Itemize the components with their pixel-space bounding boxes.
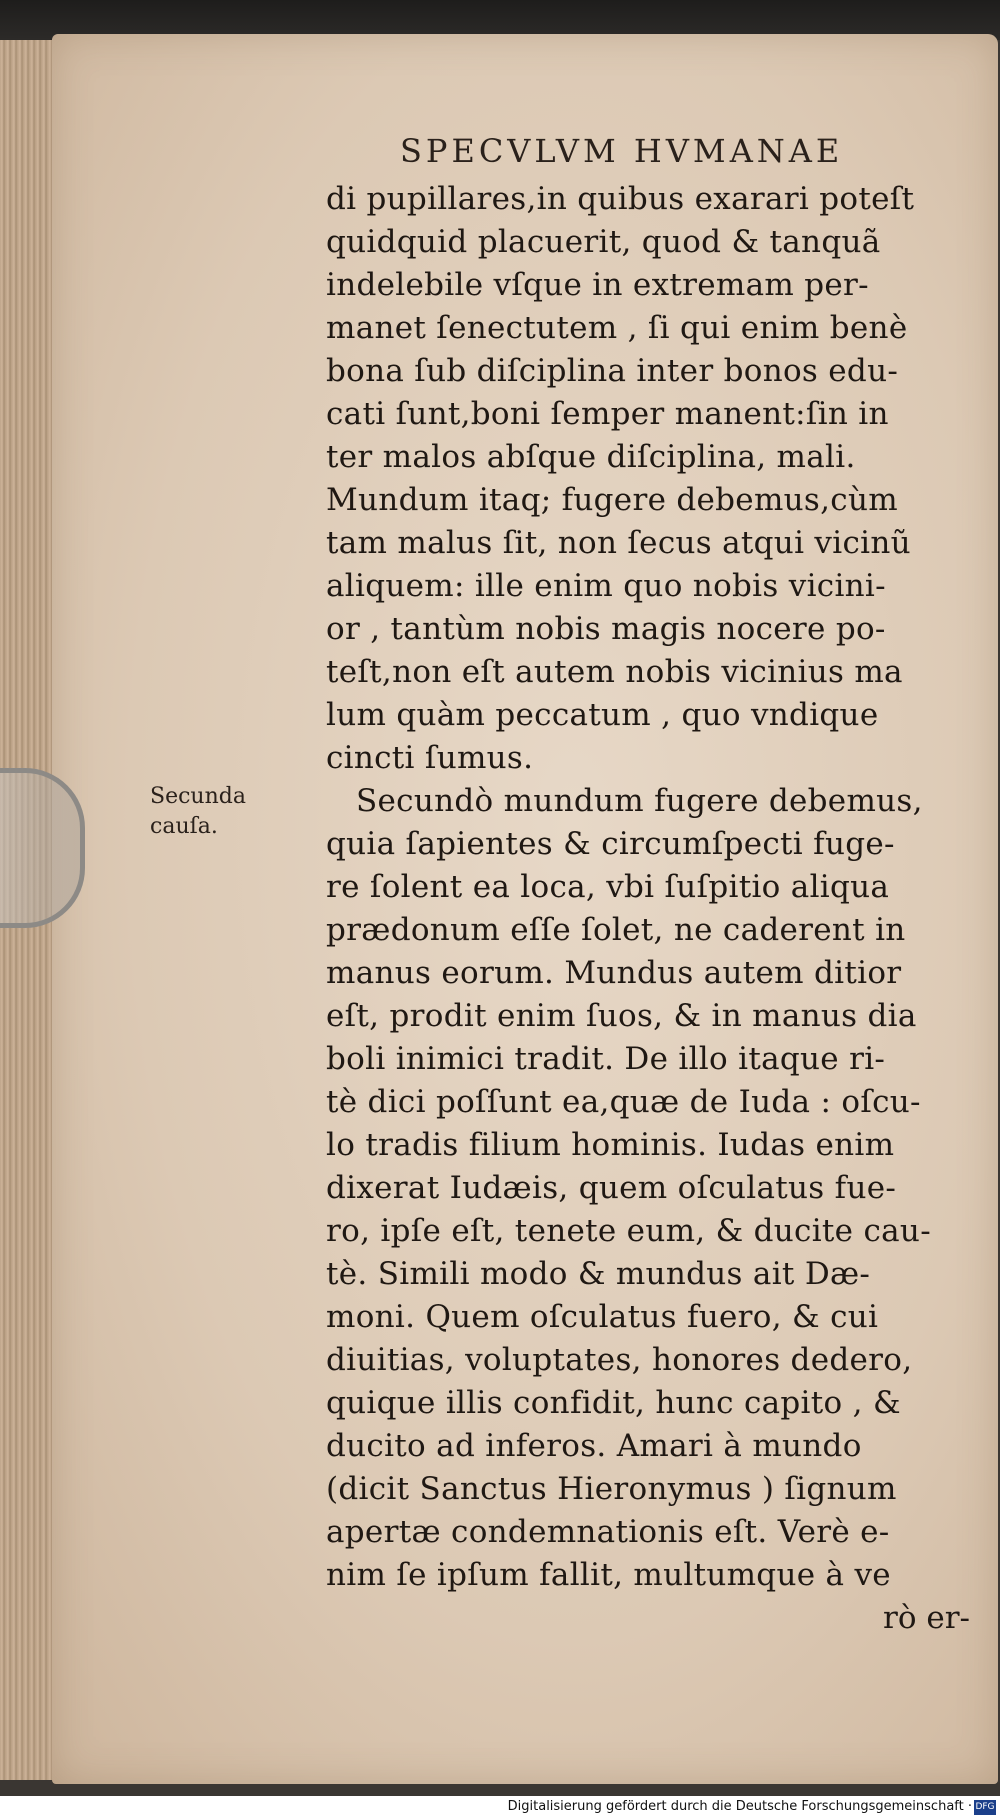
text-line: prædonum eſſe ſolet, ne caderent in [326, 912, 906, 948]
marginal-note-line: Secunda [150, 784, 246, 809]
text-line: lo tradis filium hominis. Iudas enim [326, 1127, 895, 1163]
text-line: nim ſe ipſum fallit, multumque à ve [326, 1557, 891, 1593]
text-line: diuitias, voluptates, honores dedero, [326, 1342, 913, 1378]
text-line: indelebile vſque in extremam per- [326, 267, 869, 303]
marginal-note-line: cauſa. [150, 814, 218, 839]
text-line: tè. Simili modo & mundus ait Dæ- [326, 1256, 871, 1292]
text-line: Secundò mundum fugere debemus, [356, 783, 923, 819]
text-line: dixerat Iudæis, quem oſculatus fue- [326, 1170, 897, 1206]
text-line: moni. Quem oſculatus fuero, & cui [326, 1299, 879, 1335]
text-line: apertæ condemnationis eſt. Verè e- [326, 1514, 890, 1550]
text-line: (dicit Sanctus Hieronymus ) ſignum [326, 1471, 897, 1507]
clasp-clip [0, 768, 85, 928]
text-line: aliquem: ille enim quo nobis vicini- [326, 568, 886, 604]
text-line: manus eorum. Mundus autem ditior [326, 955, 902, 991]
text-line: cincti ſumus. [326, 740, 534, 776]
text-line: bona ſub diſciplina inter bonos edu- [326, 353, 899, 389]
catchword: rò er- [883, 1600, 970, 1636]
text-line: teſt,non eſt autem nobis vicinius ma [326, 654, 903, 690]
body-text [326, 178, 990, 1640]
running-head: SPECVLVM HVMANAE [400, 132, 844, 170]
text-line: tè dici poſſunt ea,quæ de Iuda : oſcu- [326, 1084, 921, 1120]
text-line: quia ſapientes & circumſpecti fuge- [326, 826, 895, 862]
text-line: Mundum itaq; fugere debemus,cùm [326, 482, 898, 518]
text-line: ducito ad inferos. Amari à mundo [326, 1428, 862, 1464]
text-line: quidquid placuerit, quod & tanquã [326, 224, 881, 260]
text-line: lum quàm peccatum , quo vndique [326, 697, 879, 733]
text-line: ter malos abſque diſciplina, mali. [326, 439, 856, 475]
text-line: ro, ipſe eſt, tenete eum, & ducite cau- [326, 1213, 931, 1249]
marginal-note [150, 782, 246, 842]
text-line: eſt, prodit enim ſuos, & in manus dia [326, 998, 917, 1034]
dfg-logo-icon: DFG [974, 1800, 996, 1815]
text-line: manet ſenectutem , ſi qui enim benè [326, 310, 908, 346]
text-line: cati ſunt,boni ſemper manent:ſin in [326, 396, 889, 432]
text-line: di pupillares,in quibus exarari poteſt [326, 181, 915, 217]
text-line: or , tantùm nobis magis nocere po- [326, 611, 886, 647]
digitization-credit: Digitalisierung gefördert durch die Deutsche Forschungsgemeinschaft · [507, 1799, 972, 1814]
text-line: quique illis confidit, hunc capito , & [326, 1385, 901, 1421]
text-line: re ſolent ea loca, vbi ſuſpitio aliqua [326, 869, 890, 905]
text-line: tam malus ſit, non ſecus atqui vicinũ [326, 525, 911, 561]
text-line: boli inimici tradit. De illo itaque ri- [326, 1041, 886, 1077]
